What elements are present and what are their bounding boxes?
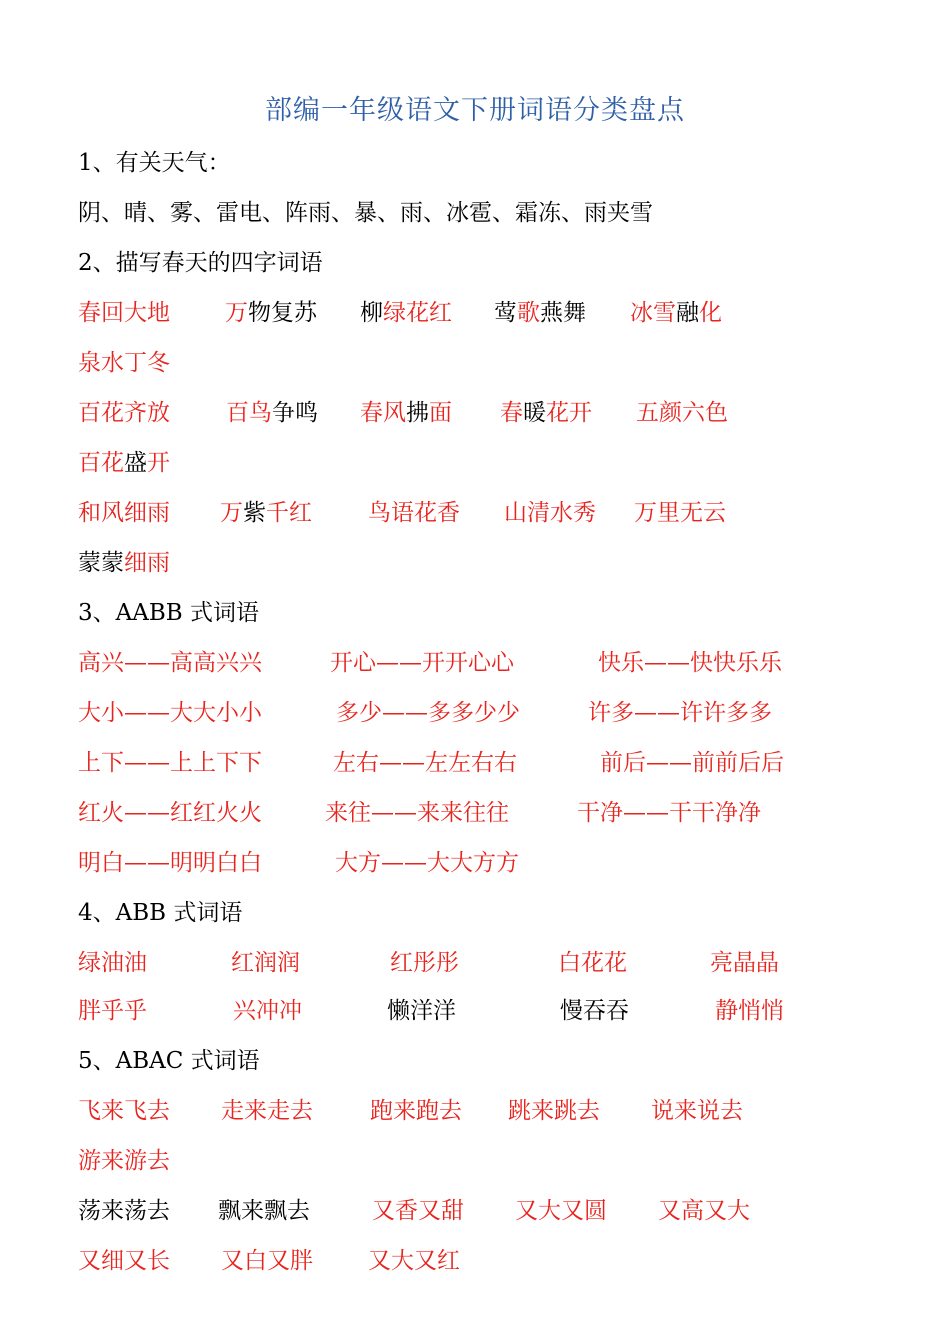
word-item: 游来游去 bbox=[78, 1148, 170, 1174]
word-item: 前后——前前后后 bbox=[600, 750, 784, 776]
word-item: 来往——来来往往 bbox=[325, 800, 509, 826]
word-item: 和风细雨 bbox=[78, 500, 170, 526]
section-heading-spring: 2、描写春天的四字词语 bbox=[78, 250, 323, 276]
word-item: 懒洋洋 bbox=[387, 998, 456, 1024]
word-item: 跑来跑去 bbox=[370, 1098, 462, 1124]
spring-row-3 bbox=[78, 398, 878, 428]
word-item: 春暖花开 bbox=[500, 400, 592, 426]
word-item: 跳来跳去 bbox=[508, 1098, 600, 1124]
abb-row-2 bbox=[78, 996, 878, 1026]
word-item: 春回大地 bbox=[78, 300, 170, 326]
word-item: 又细又长 bbox=[78, 1248, 170, 1274]
word-item: 红彤彤 bbox=[390, 950, 459, 976]
word-item: 亮晶晶 bbox=[710, 950, 779, 976]
section-heading-abb: 4、ABB 式词语 bbox=[78, 900, 243, 926]
word-item: 干净——干干净净 bbox=[577, 800, 761, 826]
word-item: 飘来飘去 bbox=[218, 1198, 310, 1224]
aabb-row-2 bbox=[78, 698, 878, 728]
word-item: 高兴——高高兴兴 bbox=[78, 650, 262, 676]
word-item: 泉水丁冬 bbox=[78, 350, 170, 376]
word-item: 又香又甜 bbox=[372, 1198, 464, 1224]
spring-row-4: 百花盛开 bbox=[78, 450, 170, 476]
word-item: 快乐——快快乐乐 bbox=[598, 650, 782, 676]
word-item: 胖乎乎 bbox=[78, 998, 147, 1024]
word-item: 五颜六色 bbox=[636, 400, 728, 426]
word-item: 鸟语花香 bbox=[368, 500, 460, 526]
word-item: 兴冲冲 bbox=[233, 998, 302, 1024]
word-item: 万物复苏 bbox=[225, 300, 317, 326]
word-item: 荡来荡去 bbox=[78, 1198, 170, 1224]
word-item: 又大又红 bbox=[368, 1248, 460, 1274]
section-heading-weather: 1、有关天气： bbox=[78, 150, 231, 176]
word-item: 左右——左左右右 bbox=[333, 750, 517, 776]
abac-row-2 bbox=[78, 1146, 170, 1176]
abac-row-1 bbox=[78, 1096, 878, 1126]
word-item: 又大又圆 bbox=[515, 1198, 607, 1224]
word-item: 开心——开开心心 bbox=[330, 650, 514, 676]
word-item: 慢吞吞 bbox=[560, 998, 629, 1024]
spring-row-6: 蒙蒙细雨 bbox=[78, 550, 170, 576]
section-heading-aabb: 3、AABB 式词语 bbox=[78, 600, 259, 626]
word-item: 柳绿花红 bbox=[360, 300, 452, 326]
word-item: 百鸟争鸣 bbox=[226, 400, 318, 426]
word-item: 走来走去 bbox=[221, 1098, 313, 1124]
aabb-row-1 bbox=[78, 648, 878, 678]
word-item: 飞来飞去 bbox=[78, 1098, 170, 1124]
abac-row-4 bbox=[78, 1246, 878, 1276]
word-item: 白花花 bbox=[558, 950, 627, 976]
spring-row-5 bbox=[78, 498, 878, 528]
abac-row-3 bbox=[78, 1196, 878, 1226]
word-item: 山清水秀 bbox=[504, 500, 596, 526]
word-item: 多少——多多少少 bbox=[336, 700, 520, 726]
word-item: 又高又大 bbox=[658, 1198, 750, 1224]
word-item: 绿油油 bbox=[78, 950, 147, 976]
word-item: 万紫千红 bbox=[220, 500, 312, 526]
section-heading-abac: 5、ABAC 式词语 bbox=[78, 1048, 260, 1074]
word-item: 百花齐放 bbox=[78, 400, 170, 426]
word-item: 上下——上上下下 bbox=[78, 750, 262, 776]
word-item: 红火——红红火火 bbox=[78, 800, 262, 826]
abb-row-1 bbox=[78, 948, 878, 978]
spring-row-1 bbox=[78, 298, 878, 328]
word-item: 冰雪融化 bbox=[630, 300, 722, 326]
word-item: 万里无云 bbox=[634, 500, 726, 526]
word-item: 莺歌燕舞 bbox=[494, 300, 586, 326]
spring-row-2 bbox=[78, 348, 170, 378]
weather-words: 阴、晴、雾、雷电、阵雨、暴、雨、冰雹、霜冻、雨夹雪 bbox=[78, 200, 653, 226]
word-item: 又白又胖 bbox=[221, 1248, 313, 1274]
page-title: 部编一年级语文下册词语分类盘点 bbox=[265, 95, 685, 126]
word-item: 许多——许许多多 bbox=[588, 700, 772, 726]
word-item: 红润润 bbox=[231, 950, 300, 976]
aabb-row-3 bbox=[78, 748, 878, 778]
word-item: 静悄悄 bbox=[715, 998, 784, 1024]
aabb-row-4 bbox=[78, 798, 878, 828]
word-item: 大方——大大方方 bbox=[335, 850, 519, 876]
word-item: 春风拂面 bbox=[360, 400, 452, 426]
aabb-row-5 bbox=[78, 848, 878, 878]
word-item: 大小——大大小小 bbox=[78, 700, 262, 726]
word-item: 说来说去 bbox=[651, 1098, 743, 1124]
word-item: 明白——明明白白 bbox=[78, 850, 262, 876]
